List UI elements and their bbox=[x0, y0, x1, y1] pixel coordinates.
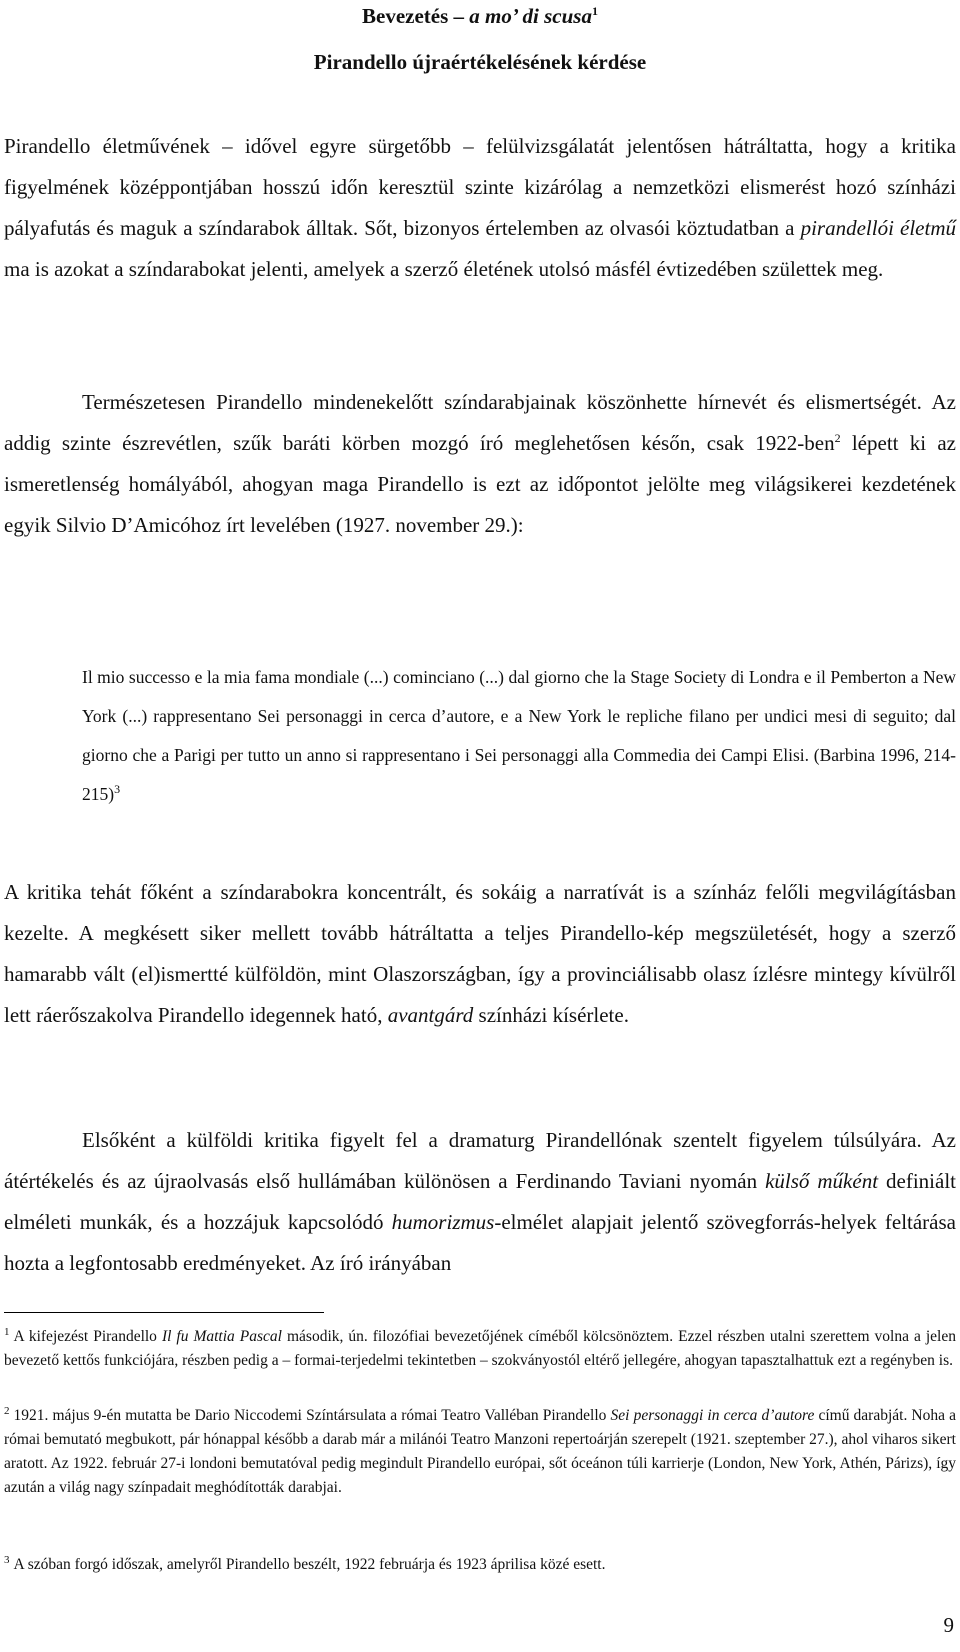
fn1-italic: Il fu Mattia Pascal bbox=[161, 1328, 282, 1345]
p4-italic-2: humorizmus bbox=[391, 1210, 495, 1234]
p4-text-a: Elsőként a külföldi kritika figyelt fel a dramaturg Pirandellónak szentelt figyelem túlsúlyára. Az átértékelés és az újraolvasás első hullámában különösen a Ferdinando Taviani nyomán bbox=[4, 1128, 956, 1193]
page-number: 9 bbox=[943, 1613, 954, 1637]
p4-text-c: -elmélet alapjait jelentő szövegforrás-helyek feltárása hozta a legfontosabb eredményeket. Az író irányában bbox=[4, 1210, 956, 1275]
footnote-1 bbox=[4, 1325, 956, 1373]
p2-text-b: lépett ki az ismeretlenség homályából, ahogyan maga Pirandello is ezt az időpontot jelölte meg világsikerei kezdetének egyik Silvio D’Amicóhoz írt levelében (1927. november 29.): bbox=[4, 431, 956, 537]
fn2-text-a: 1921. május 9-én mutatta be Dario Niccodemi Színtársulata a római Teatro Valléban Pirandello bbox=[13, 1407, 611, 1424]
footnote-divider bbox=[4, 1312, 324, 1313]
footnote-3 bbox=[4, 1553, 956, 1577]
paragraph-2 bbox=[4, 382, 956, 546]
fn2-italic: Sei personaggi in cerca d’autore bbox=[610, 1407, 815, 1424]
p1-italic: pirandellói életmű bbox=[800, 216, 956, 240]
footnote-ref-1[interactable]: 1 bbox=[591, 4, 598, 18]
fn1-text-a: A kifejezést Pirandello bbox=[13, 1328, 162, 1345]
p3-text-b: színházi kísérlete. bbox=[473, 1003, 629, 1027]
footnote-2 bbox=[4, 1404, 956, 1500]
paragraph-3 bbox=[4, 872, 956, 1036]
p3-text-a: A kritika tehát főként a színdarabokra koncentrált, és sokáig a narratívát is a színház felőli megvilágításban kezelte. A megkésett siker mellett tovább hátráltatta a teljes Pirandello-kép megszületését, hogy a szerző hamarabb vált (el)ismertté külföldön, mint Olaszországban, így a provinciálisabb olasz ízlésre mintegy kívülről lett ráerőszakolva Pirandello idegennek ható, bbox=[4, 880, 956, 1027]
p1-text-a: Pirandello életművének – idővel egyre sürgetőbb – felülvizsgálatát jelentősen hátráltatta, hogy a kritika figyelmének középpontjában hosszú időn keresztül szinte kizárólag a nemzetközi elismerést hozó színházi pályafutás és maguk a színdarabok álltak. Sőt, bizonyos értelemben az olvasói köztudatban a bbox=[4, 134, 956, 240]
title-italic: a mo’ di scusa bbox=[469, 4, 592, 28]
quote-text: Il mio successo e la mia fama mondiale (...) cominciano (...) dal giorno che la Stage Society di Londra e il Pemberton a New York (...) rappresentano Sei personaggi in cerca d’autore, e a New York le repliche filano per undici mesi di seguito; dal giorno che a Parigi per tutto un anno si rappresentano i Sei personaggi alla Commedia dei Campi Elisi. (Barbina 1996, 214-215) bbox=[82, 667, 956, 804]
fn3-text: A szóban forgó időszak, amelyről Pirandello beszélt, 1922 februárja és 1923 áprilisa közé esett. bbox=[13, 1556, 606, 1573]
chapter-subtitle: Pirandello újraértékelésének kérdése bbox=[313, 50, 647, 74]
chapter-title bbox=[0, 4, 960, 29]
p4-italic-1: külső műként bbox=[765, 1169, 879, 1193]
footnote-ref-3[interactable]: 3 bbox=[114, 782, 121, 797]
title-text: Bevezetés – bbox=[362, 4, 470, 28]
fn2-text-b: című darabját. Noha a római bemutató megbukott, pár hónappal később a darab már a milánói Teatro Manzoni repertoárján szerepelt (1921. szeptember 27.), ahol viharos sikert aratott. Az 1922. február 27-i londoni bemutatóval pedig megindult Pirandello európai, sőt óceánon túli karrierje (London, New York, Athén, Párizs), így azután a világ nagy színpadait meghódították darabjai. bbox=[4, 1407, 956, 1496]
p1-text-b: ma is azokat a színdarabokat jelenti, amelyek a szerző életének utolsó másfél évtizedében születtek meg. bbox=[4, 257, 884, 281]
footnote-2-number: 2 bbox=[4, 1404, 10, 1417]
footnote-ref-2[interactable]: 2 bbox=[834, 431, 841, 445]
p3-italic: avantgárd bbox=[387, 1003, 474, 1027]
p2-text-a: Természetesen Pirandello mindenekelőtt színdarabjainak köszönhette hírnevét és elismertségét. Az addig szinte észrevétlen, szűk baráti körben mozgó író meglehetősen későn, csak 1922-ben bbox=[4, 390, 956, 455]
paragraph-4 bbox=[4, 1120, 956, 1284]
footnote-1-number: 1 bbox=[4, 1325, 10, 1338]
block-quote bbox=[82, 658, 956, 814]
paragraph-1 bbox=[4, 126, 956, 290]
fn1-text-b: második, ún. filozófiai bevezetőjének címéből kölcsönöztem. Ezzel részben utalni szerettem volna a jelen bevezető kettős funkciójára, részben pedig a – formai-terjedelmi tekintetben – szokványostól eltérő jellegére, ahogyan tapasztalhattuk ezt a regényben is. bbox=[4, 1328, 956, 1369]
p4-text-b: definiált elméleti munkák, és a hozzájuk kapcsolódó bbox=[4, 1169, 956, 1234]
footnote-3-number: 3 bbox=[4, 1553, 10, 1566]
